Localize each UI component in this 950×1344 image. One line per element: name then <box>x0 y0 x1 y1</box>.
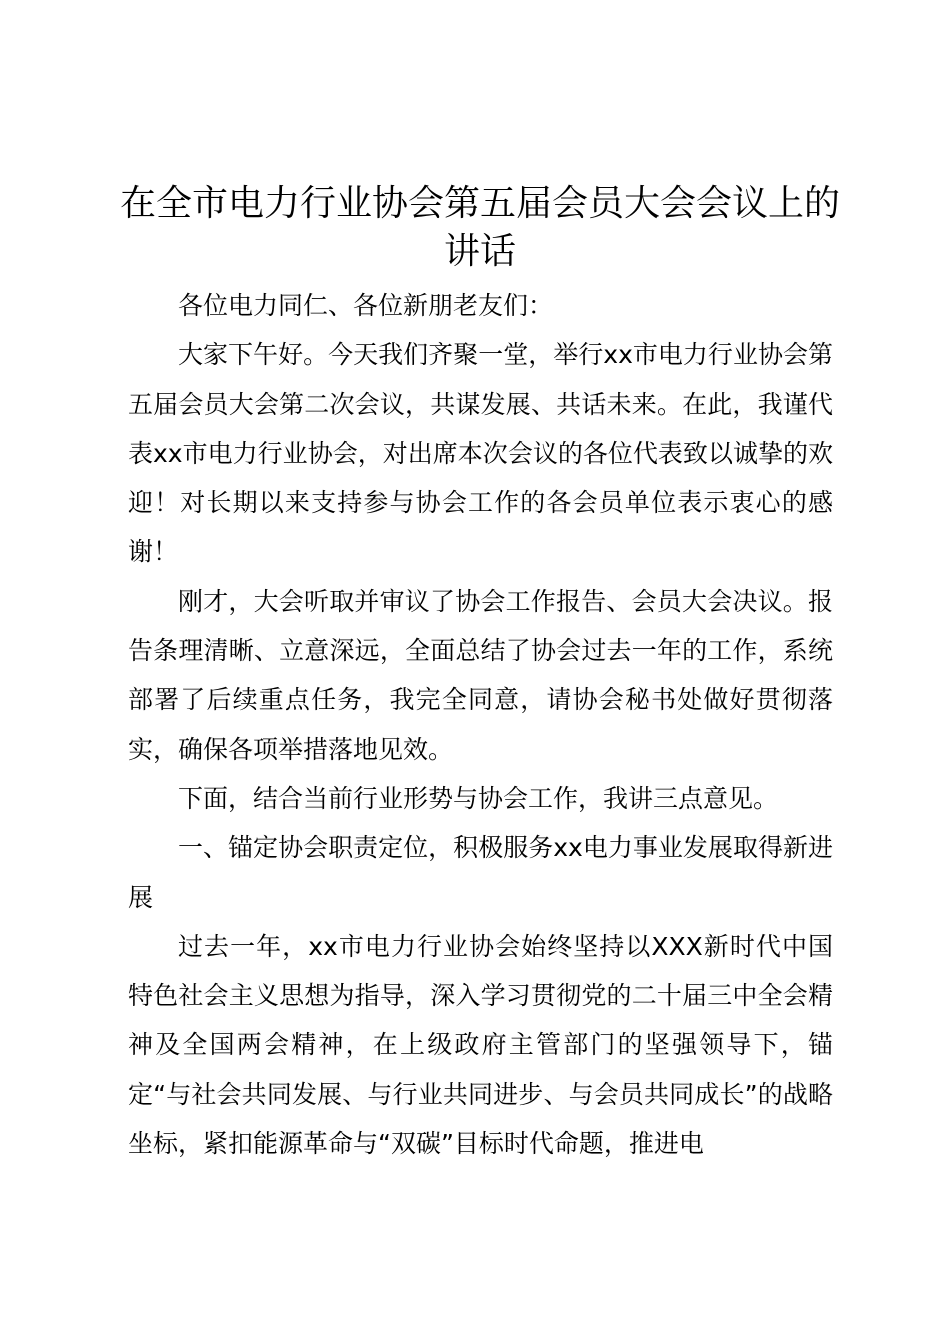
section-1-paragraph: 过去一年，xx市电力行业协会始终坚持以XXX新时代中国特色社会主义思想为指导，深入学习贯彻党的二十届三中全会精神及全国两会精神，在上级政府主管部门的坚强领导下，锚定“与社会共同发展、与行业共同进步、与会员共同成长”的战略坐标，紧扣能源革命与“双碳”目标时代命题，推进电 <box>128 931 833 1159</box>
salutation-paragraph: 各位电力同仁、各位新朋老友们： <box>178 291 554 320</box>
opening-paragraph: 大家下午好。今天我们齐聚一堂，举行xx市电力行业协会第五届会员大会第二次会议，共谋发展、共话未来。在此，我谨代表xx市电力行业协会，对出席本次会议的各位代表致以诚挚的欢迎！对长期以来支持参与协会工作的各会员单位表示衷心的感谢！ <box>128 340 833 567</box>
review-paragraph: 刚才，大会听取并审议了协会工作报告、会员大会决议。报告条理清晰、立意深远，全面总结了协会过去一年的工作，系统部署了后续重点任务，我完全同意，请协会秘书处做好贯彻落实，确保各项举措落地见效。 <box>128 586 833 764</box>
document-body <box>128 281 833 1168</box>
transition-paragraph: 下面，结合当前行业形势与协会工作，我讲三点意见。 <box>178 783 779 813</box>
section-heading-1: 一、锚定协会职责定位，积极服务xx电力事业发展取得新进展 <box>128 833 833 912</box>
document-title: 在全市电力行业协会第五届会员大会会议上的讲话 <box>119 183 840 272</box>
